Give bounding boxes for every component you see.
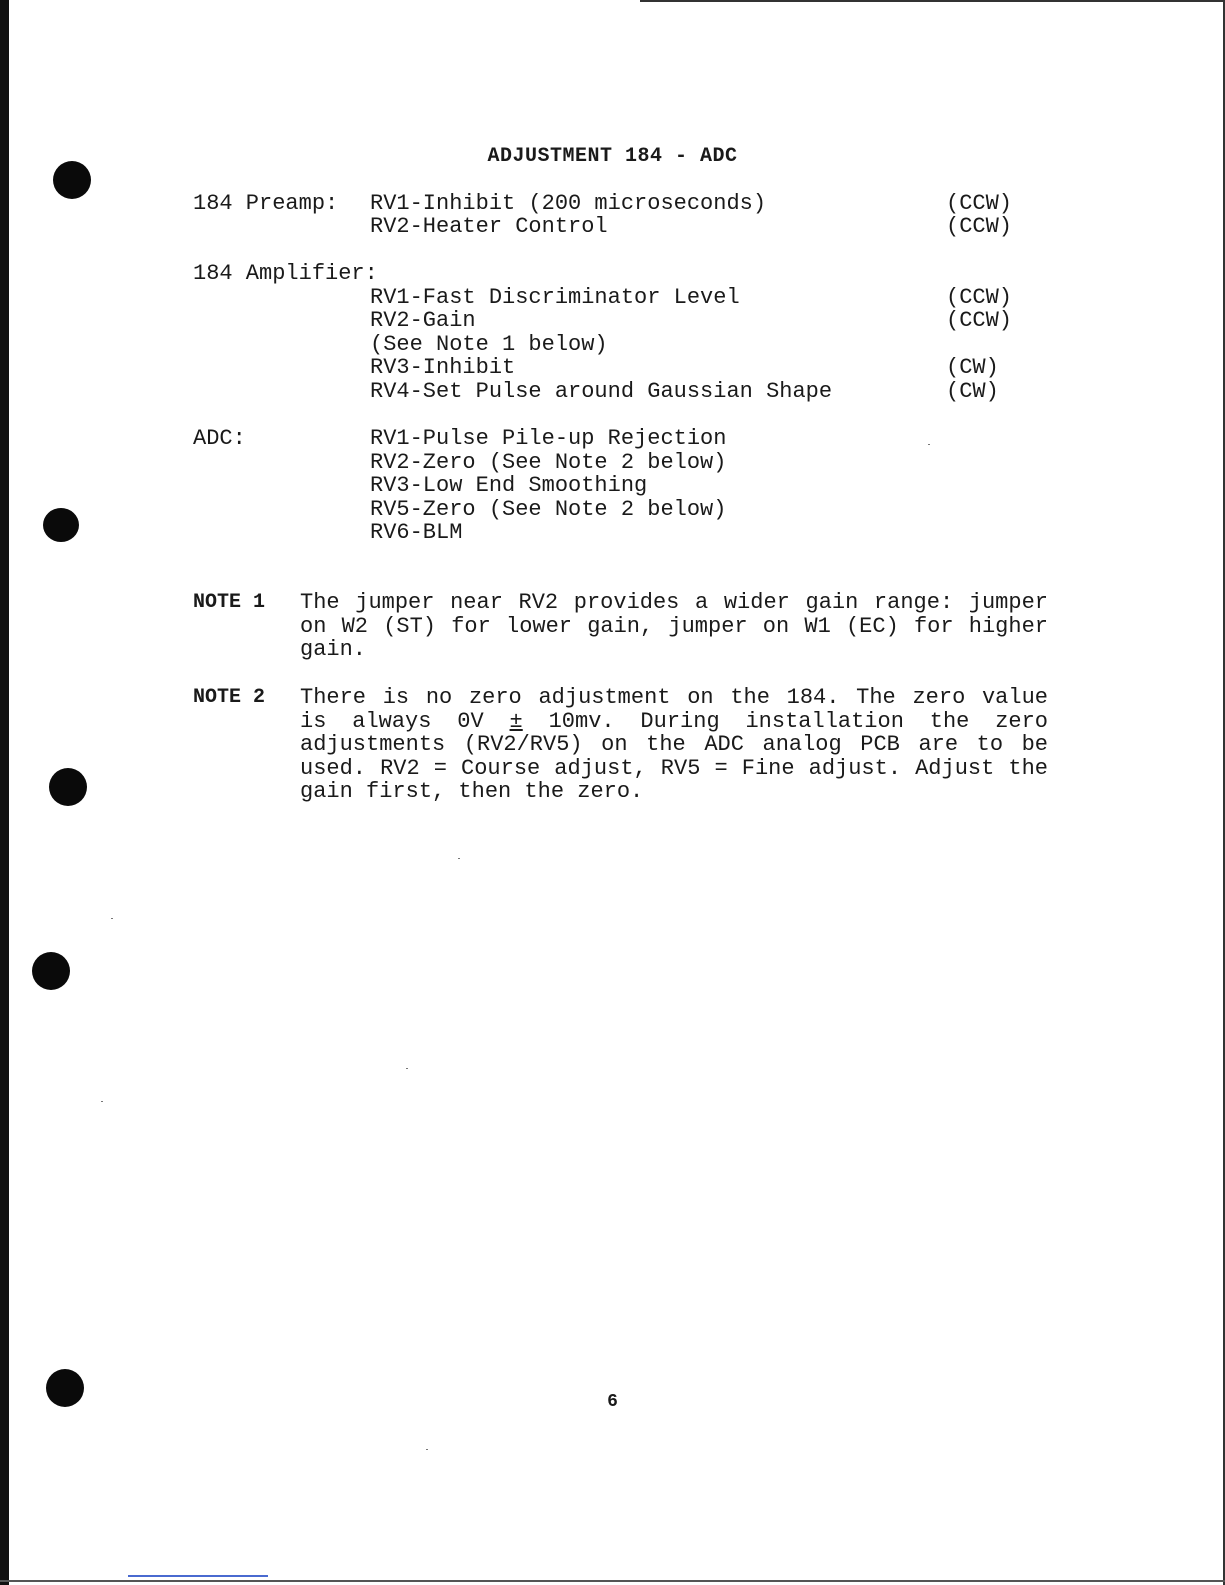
preamp-item: RV2-Heater Control: [370, 214, 608, 239]
note-2-text: [300, 686, 1048, 804]
page-title: ADJUSTMENT 184 - ADC: [487, 145, 738, 168]
preamp-item: RV1-Inhibit (200 microseconds): [370, 191, 767, 216]
preamp-label: 184 Preamp:: [193, 191, 339, 216]
amplifier-direction: (CW): [946, 379, 999, 404]
adc-item: RV1-Pulse Pile-up Rejection: [370, 426, 727, 451]
plus-minus-symbol: ±: [509, 708, 523, 734]
scan-speck: [458, 858, 460, 859]
page-number: 6: [607, 1392, 618, 1412]
preamp-direction: (CCW): [946, 191, 1013, 216]
note-2-text-part: 10mv. During installation the zero adjustments (RV2/RV5) on the ADC analog PCB are to be used. RV2 = Course adjust, RV5 = Fine adjust. Adjust the gain first, then the zero.: [300, 708, 1048, 804]
scan-speck: [426, 1449, 428, 1450]
scan-speck: [101, 1101, 103, 1102]
scan-top-edge: [640, 0, 1225, 2]
adc-item: RV2-Zero (See Note 2 below): [370, 450, 727, 475]
amplifier-item: RV4-Set Pulse around Gaussian Shape: [370, 379, 833, 404]
adc-item: RV6-BLM: [370, 520, 463, 545]
preamp-direction: (CCW): [946, 214, 1013, 239]
amplifier-item: (See Note 1 below): [370, 332, 608, 357]
scan-bottom-mark: [128, 1575, 268, 1577]
amplifier-item: RV2-Gain: [370, 308, 476, 333]
note-1-text: The jumper near RV2 provides a wider gain range: jumper on W2 (ST) for lower gain, jumper on W1 (EC) for higher gain.: [300, 590, 1048, 662]
punch-hole: [49, 768, 87, 806]
amplifier-item: RV3-Inhibit: [370, 355, 516, 380]
amplifier-direction: (CCW): [946, 308, 1013, 333]
amplifier-direction: (CCW): [946, 285, 1013, 310]
amplifier-direction: (CW): [946, 355, 999, 380]
scan-speck: [928, 444, 930, 445]
scan-left-edge: [0, 0, 9, 1585]
note-1-label: NOTE 1: [193, 591, 266, 614]
scan-bottom-edge: [0, 1580, 1225, 1582]
adc-item: RV3-Low End Smoothing: [370, 473, 648, 498]
punch-hole: [32, 952, 70, 990]
note-2-text-part: There is no zero adjustment on the 184. The zero value is always 0V: [300, 685, 1048, 734]
scan-speck: [406, 1068, 408, 1069]
amplifier-label: 184 Amplifier:: [193, 261, 378, 286]
scan-speck: [111, 918, 113, 919]
note-2-label: NOTE 2: [193, 686, 266, 709]
punch-hole: [43, 508, 79, 542]
adc-item: RV5-Zero (See Note 2 below): [370, 497, 727, 522]
adc-label: ADC:: [193, 426, 246, 451]
amplifier-item: RV1-Fast Discriminator Level: [370, 285, 740, 310]
